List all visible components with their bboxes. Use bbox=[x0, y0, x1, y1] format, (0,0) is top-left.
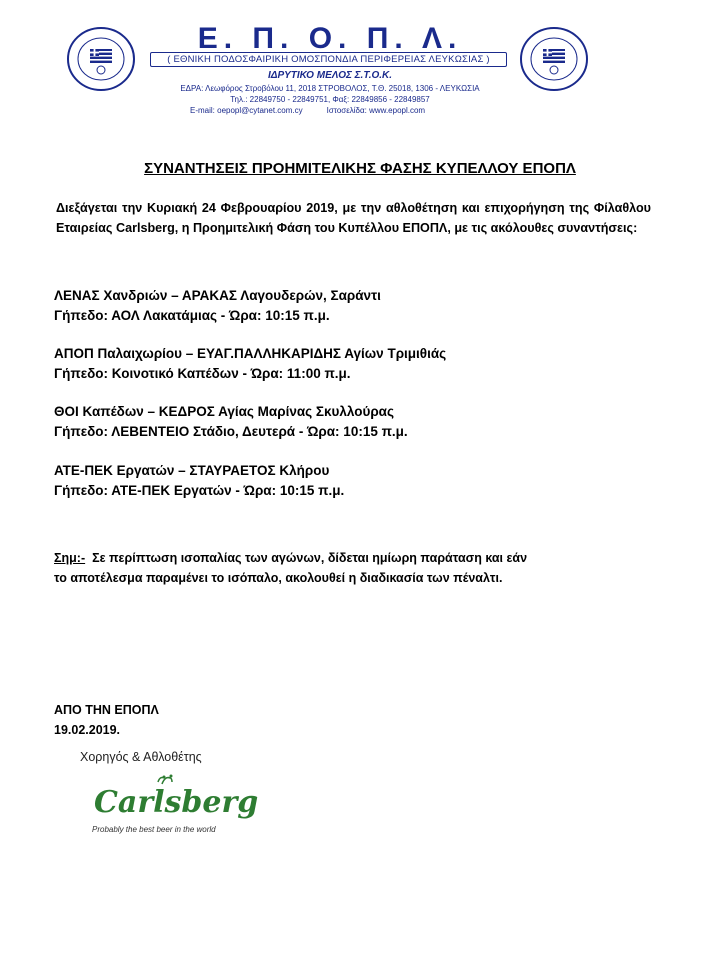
match-block bbox=[54, 402, 408, 442]
match-venue: Γήπεδο: ΑΤΕ-ΠΕΚ Εργατών - Ώρα: 10:15 π.μ. bbox=[54, 483, 345, 498]
federation-title: Ε. Π. Ο. Π. Λ. bbox=[197, 22, 463, 55]
match-venue: Γήπεδο: ΑΟΛ Λακατάμιας - Ώρα: 10:15 π.μ. bbox=[54, 308, 330, 323]
note-line-2: το αποτέλεσμα παραμένει το ισόπαλο, ακολουθεί η διαδικασία των πέναλτι. bbox=[54, 571, 503, 585]
note-label: Σημ:- bbox=[54, 551, 86, 565]
match-block bbox=[54, 286, 381, 326]
match-teams: ΑΠΟΠ Παλαιχωρίου – ΕΥΑΓ.ΠΑΛΛΗΚΑΡΙΔΗΣ Αγίων Τριμιθιάς bbox=[54, 346, 447, 361]
federation-phones: Τηλ.: 22849750 - 22849751, Φαξ: 22849856 - 22849857 bbox=[230, 95, 430, 104]
match-teams: ΛΕΝΑΣ Χανδριών – ΑΡΑΚΑΣ Λαγουδερών, Σαράντι bbox=[54, 288, 381, 303]
federation-address: ΕΔΡΑ: Λεωφόρος Στροβόλου 11, 2018 ΣΤΡΟΒΟΛΟΣ, Τ.Θ. 25018, 1306 - ΛΕΥΚΩΣΙΑ bbox=[180, 84, 480, 93]
sponsor-tagline: Probably the best beer in the world bbox=[92, 825, 216, 834]
svg-text:Carlsberg: Carlsberg bbox=[94, 785, 259, 820]
federation-seal-left bbox=[66, 26, 136, 92]
match-venue: Γήπεδο: ΛΕΒΕΝΤΕΙΟ Στάδιο, Δευτερά - Ώρα: 10:15 π.μ. bbox=[54, 424, 408, 439]
federation-website[interactable]: Ιστοσελίδα: www.epopl.com bbox=[326, 106, 426, 115]
note-block bbox=[54, 548, 644, 588]
carlsberg-logo bbox=[92, 774, 259, 824]
founding-member: ΙΔΡΥΤΙΚΟ ΜΕΛΟΣ Σ.Τ.Ο.Κ. bbox=[267, 70, 393, 81]
intro-paragraph: Διεξάγεται την Κυριακή 24 Φεβρουαρίου 2019, με την αθλοθέτηση και επιχορήγηση της Φίλαθλου Εταιρείας Carlsberg, η Προημιτελική Φάση του Κυπέλλου ΕΠΟΠΛ, με τις ακόλουθες συναντήσεις: bbox=[56, 201, 651, 235]
signature-block bbox=[54, 700, 159, 740]
federation-subtitle: ( ΕΘΝΙΚΗ ΠΟΔΟΣΦΑΙΡΙΚΗ ΟΜΟΣΠΟΝΔΙΑ ΠΕΡΙΦΕΡΕΙΑΣ ΛΕΥΚΩΣΙΑΣ ) bbox=[150, 52, 507, 67]
signature-from: ΑΠΟ ΤΗΝ ΕΠΟΠΛ bbox=[54, 703, 159, 717]
federation-email[interactable]: E-mail: oepopl@cytanet.com.cy bbox=[190, 106, 303, 115]
note-line-1: Σε περίπτωση ισοπαλίας των αγώνων, δίδεται ημίωρη παράταση και εάν bbox=[92, 551, 528, 565]
match-teams: ΑΤΕ-ΠΕΚ Εργατών – ΣΤΑΥΡΑΕΤΟΣ Κλήρου bbox=[54, 463, 330, 478]
match-block bbox=[54, 461, 344, 501]
signature-date: 19.02.2019. bbox=[54, 723, 121, 737]
match-block bbox=[54, 344, 446, 384]
federation-seal-right bbox=[519, 26, 589, 92]
match-venue: Γήπεδο: Κοινοτικό Καπέδων - Ώρα: 11:00 π.μ. bbox=[54, 366, 351, 381]
match-teams: ΘΟΙ Καπέδων – ΚΕΔΡΟΣ Αγίας Μαρίνας Σκυλλούρας bbox=[54, 404, 395, 419]
sponsor-label: Χορηγός & Αθλοθέτης bbox=[80, 750, 202, 764]
document-title: ΣΥΝΑΝΤΗΣΕΙΣ ΠΡΟΗΜΙΤΕΛΙΚΗΣ ΦΑΣΗΣ ΚΥΠΕΛΛΟΥ ΕΠΟΠΛ bbox=[144, 160, 576, 177]
contact-line bbox=[190, 106, 480, 116]
